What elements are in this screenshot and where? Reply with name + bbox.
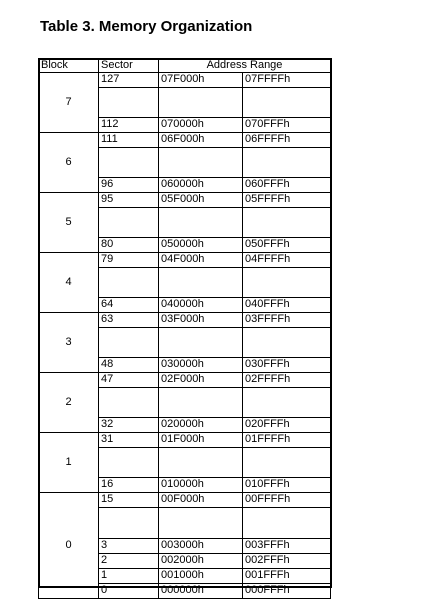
empty-cell bbox=[243, 328, 331, 358]
sector-end-address: 000FFFh bbox=[243, 584, 331, 599]
sector-number: 64 bbox=[99, 298, 159, 313]
sector-start-address: 002000h bbox=[159, 554, 243, 569]
sector-end-address: 070FFFh bbox=[243, 118, 331, 133]
sector-number: 112 bbox=[99, 118, 159, 133]
block-cell: 3 bbox=[39, 313, 99, 373]
sector-start-address: 070000h bbox=[159, 118, 243, 133]
header-address-range: Address Range bbox=[159, 59, 331, 73]
table-row bbox=[39, 313, 331, 328]
sector-end-address: 06FFFFh bbox=[243, 133, 331, 148]
sector-number: 2 bbox=[99, 554, 159, 569]
table-row bbox=[39, 73, 331, 88]
empty-cell bbox=[159, 208, 243, 238]
sector-start-address: 03F000h bbox=[159, 313, 243, 328]
table-title: Table 3. Memory Organization bbox=[40, 18, 253, 35]
table-row bbox=[39, 493, 331, 508]
sector-number: 96 bbox=[99, 178, 159, 193]
header-sector: Sector bbox=[99, 59, 159, 73]
sector-end-address: 040FFFh bbox=[243, 298, 331, 313]
sector-end-address: 060FFFh bbox=[243, 178, 331, 193]
empty-cell bbox=[243, 388, 331, 418]
empty-cell bbox=[243, 88, 331, 118]
sector-start-address: 02F000h bbox=[159, 373, 243, 388]
sector-number: 0 bbox=[99, 584, 159, 599]
sector-number: 79 bbox=[99, 253, 159, 268]
sector-end-address: 010FFFh bbox=[243, 478, 331, 493]
sector-number: 127 bbox=[99, 73, 159, 88]
sector-start-address: 05F000h bbox=[159, 193, 243, 208]
sector-end-address: 001FFFh bbox=[243, 569, 331, 584]
sector-number: 15 bbox=[99, 493, 159, 508]
sector-end-address: 020FFFh bbox=[243, 418, 331, 433]
sector-start-address: 00F000h bbox=[159, 493, 243, 508]
sector-end-address: 07FFFFh bbox=[243, 73, 331, 88]
sector-end-address: 02FFFFh bbox=[243, 373, 331, 388]
sector-start-address: 001000h bbox=[159, 569, 243, 584]
sector-number: 63 bbox=[99, 313, 159, 328]
empty-cell bbox=[159, 328, 243, 358]
sector-start-address: 010000h bbox=[159, 478, 243, 493]
sector-end-address: 05FFFFh bbox=[243, 193, 331, 208]
sector-number: 80 bbox=[99, 238, 159, 253]
sector-number: 16 bbox=[99, 478, 159, 493]
block-cell: 7 bbox=[39, 73, 99, 133]
sector-end-address: 03FFFFh bbox=[243, 313, 331, 328]
sector-start-address: 050000h bbox=[159, 238, 243, 253]
sector-start-address: 003000h bbox=[159, 539, 243, 554]
empty-cell bbox=[99, 208, 159, 238]
block-cell: 4 bbox=[39, 253, 99, 313]
sector-number: 1 bbox=[99, 569, 159, 584]
empty-cell bbox=[243, 268, 331, 298]
memory-organization-table bbox=[38, 58, 331, 599]
empty-cell bbox=[159, 508, 243, 539]
block-cell: 0 bbox=[39, 493, 99, 599]
sector-end-address: 050FFFh bbox=[243, 238, 331, 253]
sector-start-address: 040000h bbox=[159, 298, 243, 313]
header-block: Block bbox=[39, 59, 99, 73]
sector-number: 47 bbox=[99, 373, 159, 388]
table-body bbox=[39, 73, 331, 599]
sector-number: 95 bbox=[99, 193, 159, 208]
sector-number: 48 bbox=[99, 358, 159, 373]
sector-start-address: 04F000h bbox=[159, 253, 243, 268]
sector-end-address: 00FFFFh bbox=[243, 493, 331, 508]
empty-cell bbox=[99, 88, 159, 118]
empty-cell bbox=[243, 448, 331, 478]
sector-start-address: 060000h bbox=[159, 178, 243, 193]
empty-cell bbox=[159, 148, 243, 178]
sector-number: 111 bbox=[99, 133, 159, 148]
empty-cell bbox=[159, 268, 243, 298]
table-row bbox=[39, 193, 331, 208]
sector-number: 3 bbox=[99, 539, 159, 554]
empty-cell bbox=[159, 88, 243, 118]
sector-end-address: 003FFFh bbox=[243, 539, 331, 554]
empty-cell bbox=[243, 208, 331, 238]
sector-start-address: 01F000h bbox=[159, 433, 243, 448]
block-cell: 1 bbox=[39, 433, 99, 493]
block-cell: 2 bbox=[39, 373, 99, 433]
table-row bbox=[39, 373, 331, 388]
sector-start-address: 020000h bbox=[159, 418, 243, 433]
empty-cell bbox=[243, 508, 331, 539]
empty-cell bbox=[159, 448, 243, 478]
sector-end-address: 04FFFFh bbox=[243, 253, 331, 268]
empty-cell bbox=[159, 388, 243, 418]
block-cell: 5 bbox=[39, 193, 99, 253]
sector-end-address: 030FFFh bbox=[243, 358, 331, 373]
sector-number: 32 bbox=[99, 418, 159, 433]
table-row bbox=[39, 433, 331, 448]
header-row bbox=[39, 59, 331, 73]
sector-end-address: 002FFFh bbox=[243, 554, 331, 569]
sector-start-address: 000000h bbox=[159, 584, 243, 599]
sector-start-address: 07F000h bbox=[159, 73, 243, 88]
sector-end-address: 01FFFFh bbox=[243, 433, 331, 448]
empty-cell bbox=[99, 448, 159, 478]
sector-start-address: 030000h bbox=[159, 358, 243, 373]
table-row bbox=[39, 253, 331, 268]
block-cell: 6 bbox=[39, 133, 99, 193]
sector-start-address: 06F000h bbox=[159, 133, 243, 148]
empty-cell bbox=[99, 388, 159, 418]
table-row bbox=[39, 133, 331, 148]
empty-cell bbox=[99, 508, 159, 539]
empty-cell bbox=[99, 328, 159, 358]
empty-cell bbox=[243, 148, 331, 178]
empty-cell bbox=[99, 148, 159, 178]
empty-cell bbox=[99, 268, 159, 298]
sector-number: 31 bbox=[99, 433, 159, 448]
